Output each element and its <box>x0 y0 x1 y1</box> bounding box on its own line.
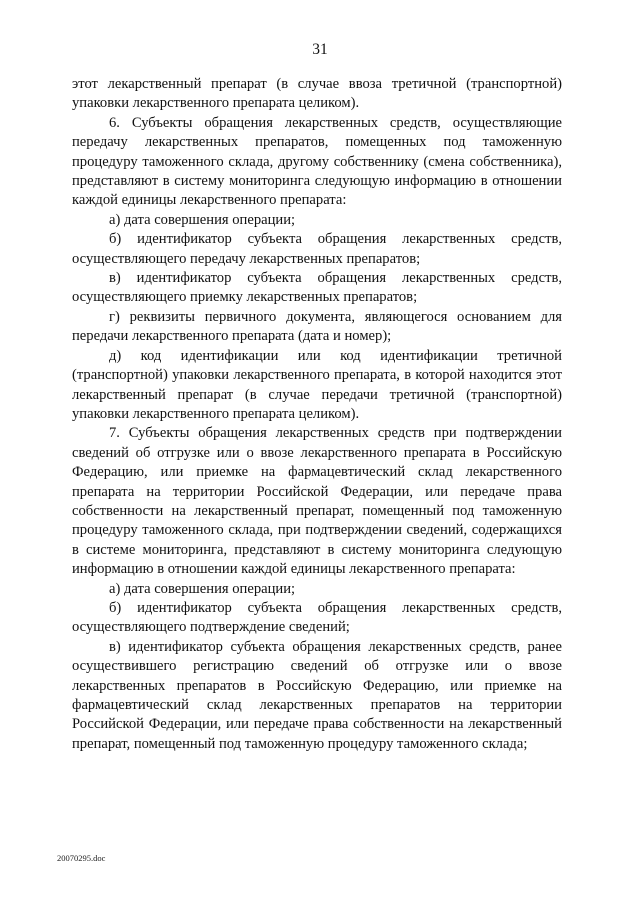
paragraph-item-7: 7. Субъекты обращения лекарственных средств при подтверждении сведений об отгрузке или о ввозе лекарственного препарата в Российскую Федерацию, или приемке на фармацевтический склад лекарственного препарата на территории Российской Федерации, или передаче права собственности на лекарственный препарат, помещенный под таможенную процедуру таможенного склада, при подтверждении сведений, содержащихся в системе мониторинга, представляют в систему мониторинга следующую информацию в отношении каждой единицы лекарственного препарата: <box>72 425 562 578</box>
document-body <box>72 75 562 754</box>
paragraph-continuation: этот лекарственный препарат (в случае ввоза третичной (транспортной) упаковки лекарственного препарата целиком). <box>72 76 562 112</box>
footer-file-code: 20070295.doc <box>57 853 106 863</box>
page-number: 31 <box>312 41 328 58</box>
paragraph-7-a: а) дата совершения операции; <box>109 580 296 597</box>
paragraph-7-v: в) идентификатор субъекта обращения лекарственных средств, ранее осуществившего регистрацию сведений об отгрузке или о ввозе лекарственных препаратов в Российскую Федерацию, или приемке на фармацевтический склад лекарственных препаратов на территории Российской Федерации, или передаче права собственности на лекарственный препарат, помещенный под таможенную процедуру таможенного склада; <box>72 638 562 752</box>
paragraph-6-a: а) дата совершения операции; <box>109 211 296 228</box>
paragraph-7-b: б) идентификатор субъекта обращения лекарственных средств, осуществляющего подтверждение сведений; <box>72 599 562 636</box>
paragraph-6-b: б) идентификатор субъекта обращения лекарственных средств, осуществляющего передачу лекарственных препаратов; <box>72 231 562 267</box>
paragraph-item-6: 6. Субъекты обращения лекарственных средств, осуществляющие передачу лекарственных препаратов, помещенных под таможенную процедуру таможенного склада, другому собственнику (смена собственника), представляют в систему мониторинга следующую информацию в отношении каждой единицы лекарственного препарата: <box>72 114 562 209</box>
paragraph-6-d: д) код идентификации или код идентификации третичной (транспортной) упаковки лекарственного препарата, в которой находится этот лекарственный препарат (в случае передачи третичной (транспортной) упаковки лекарственного препарата целиком). <box>72 347 562 422</box>
paragraph-6-g: г) реквизиты первичного документа, являющегося основанием для передачи лекарственного препарата (дата и номер); <box>72 308 562 345</box>
paragraph-6-v: в) идентификатор субъекта обращения лекарственных средств, осуществляющего приемку лекарственных препаратов; <box>72 270 562 306</box>
